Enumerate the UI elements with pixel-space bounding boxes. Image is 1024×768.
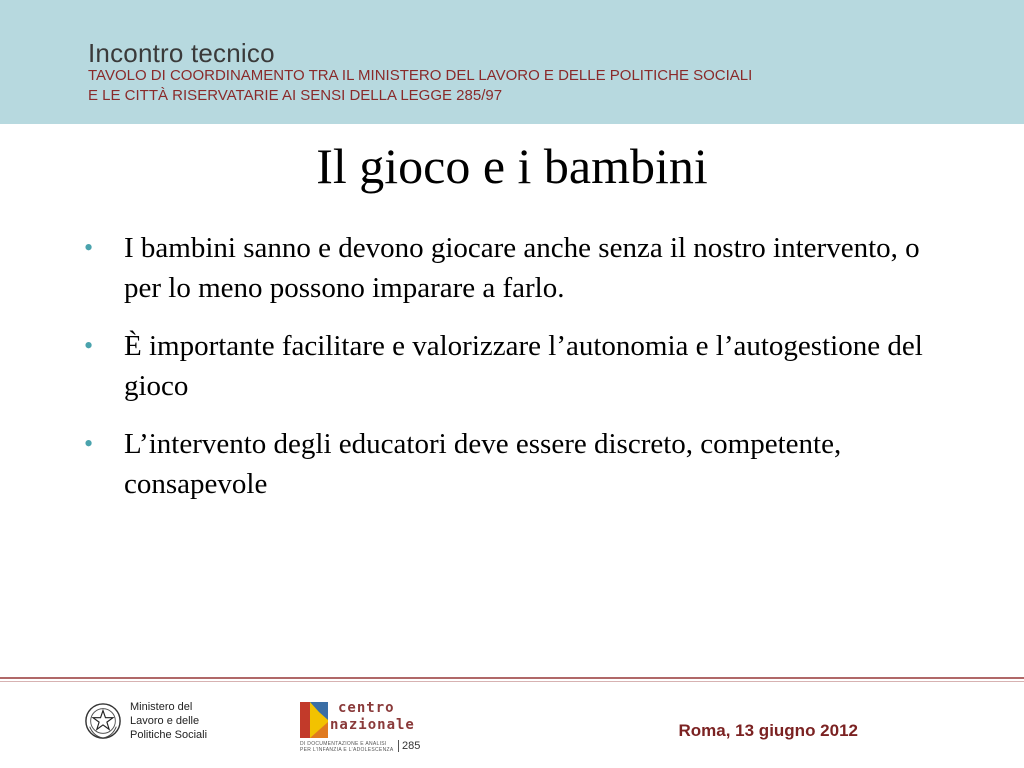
- ministry-line1: Ministero del: [130, 701, 193, 713]
- bullet-marker-icon: •: [84, 233, 94, 262]
- ministry-line3: Politiche Sociali: [130, 729, 208, 741]
- header-subtitle-line1: TAVOLO DI COORDINAMENTO TRA IL MINISTERO DEL LAVORO E DELLE POLITICHE SOCIALI: [88, 67, 753, 84]
- centro-number: 285: [398, 740, 420, 752]
- header-title: Incontro tecnico: [88, 38, 275, 68]
- header-subtitle-line2: E LE CITTÀ RISERVATARIE AI SENSI DELLA LEGGE 285/97: [88, 87, 503, 104]
- nazionale-word: nazionale: [330, 717, 415, 733]
- bullet-text: L’intervento degli educatori deve essere discreto, competente, consapevole: [124, 428, 842, 500]
- bullet-list: [84, 228, 944, 504]
- event-date: Roma, 13 giugno 2012: [678, 721, 858, 740]
- ministry-line2: Lavoro e delle: [130, 715, 200, 727]
- footer-divider-thin: [0, 681, 1024, 682]
- bullet-marker-icon: •: [84, 331, 94, 360]
- footer-divider: [0, 677, 1024, 679]
- bullet-marker-icon: •: [84, 429, 94, 458]
- centro-nazionale-logo: [300, 700, 425, 756]
- bullet-item: [84, 326, 944, 406]
- centro-caption-line2: PER L’INFANZIA E L’ADOLESCENZA: [300, 747, 394, 753]
- ministry-logo: [84, 700, 207, 742]
- bullet-text: È importante facilitare e valorizzare l’autonomia e l’autogestione del gioco: [124, 330, 923, 402]
- header-band: [0, 0, 1024, 124]
- slide-title: Il gioco e i bambini: [316, 138, 708, 194]
- bullet-item: [84, 424, 944, 504]
- centro-word: centro: [338, 700, 395, 716]
- centro-caption-line1: DI DOCUMENTAZIONE E ANALISI: [300, 741, 387, 747]
- ministry-name: [130, 700, 207, 742]
- ministry-emblem-icon: [84, 702, 122, 740]
- bullet-text: I bambini sanno e devono giocare anche senza il nostro intervento, o per lo meno possono imparare a farlo.: [124, 232, 920, 304]
- bullet-item: [84, 228, 944, 308]
- centro-logo-icon: [300, 702, 328, 738]
